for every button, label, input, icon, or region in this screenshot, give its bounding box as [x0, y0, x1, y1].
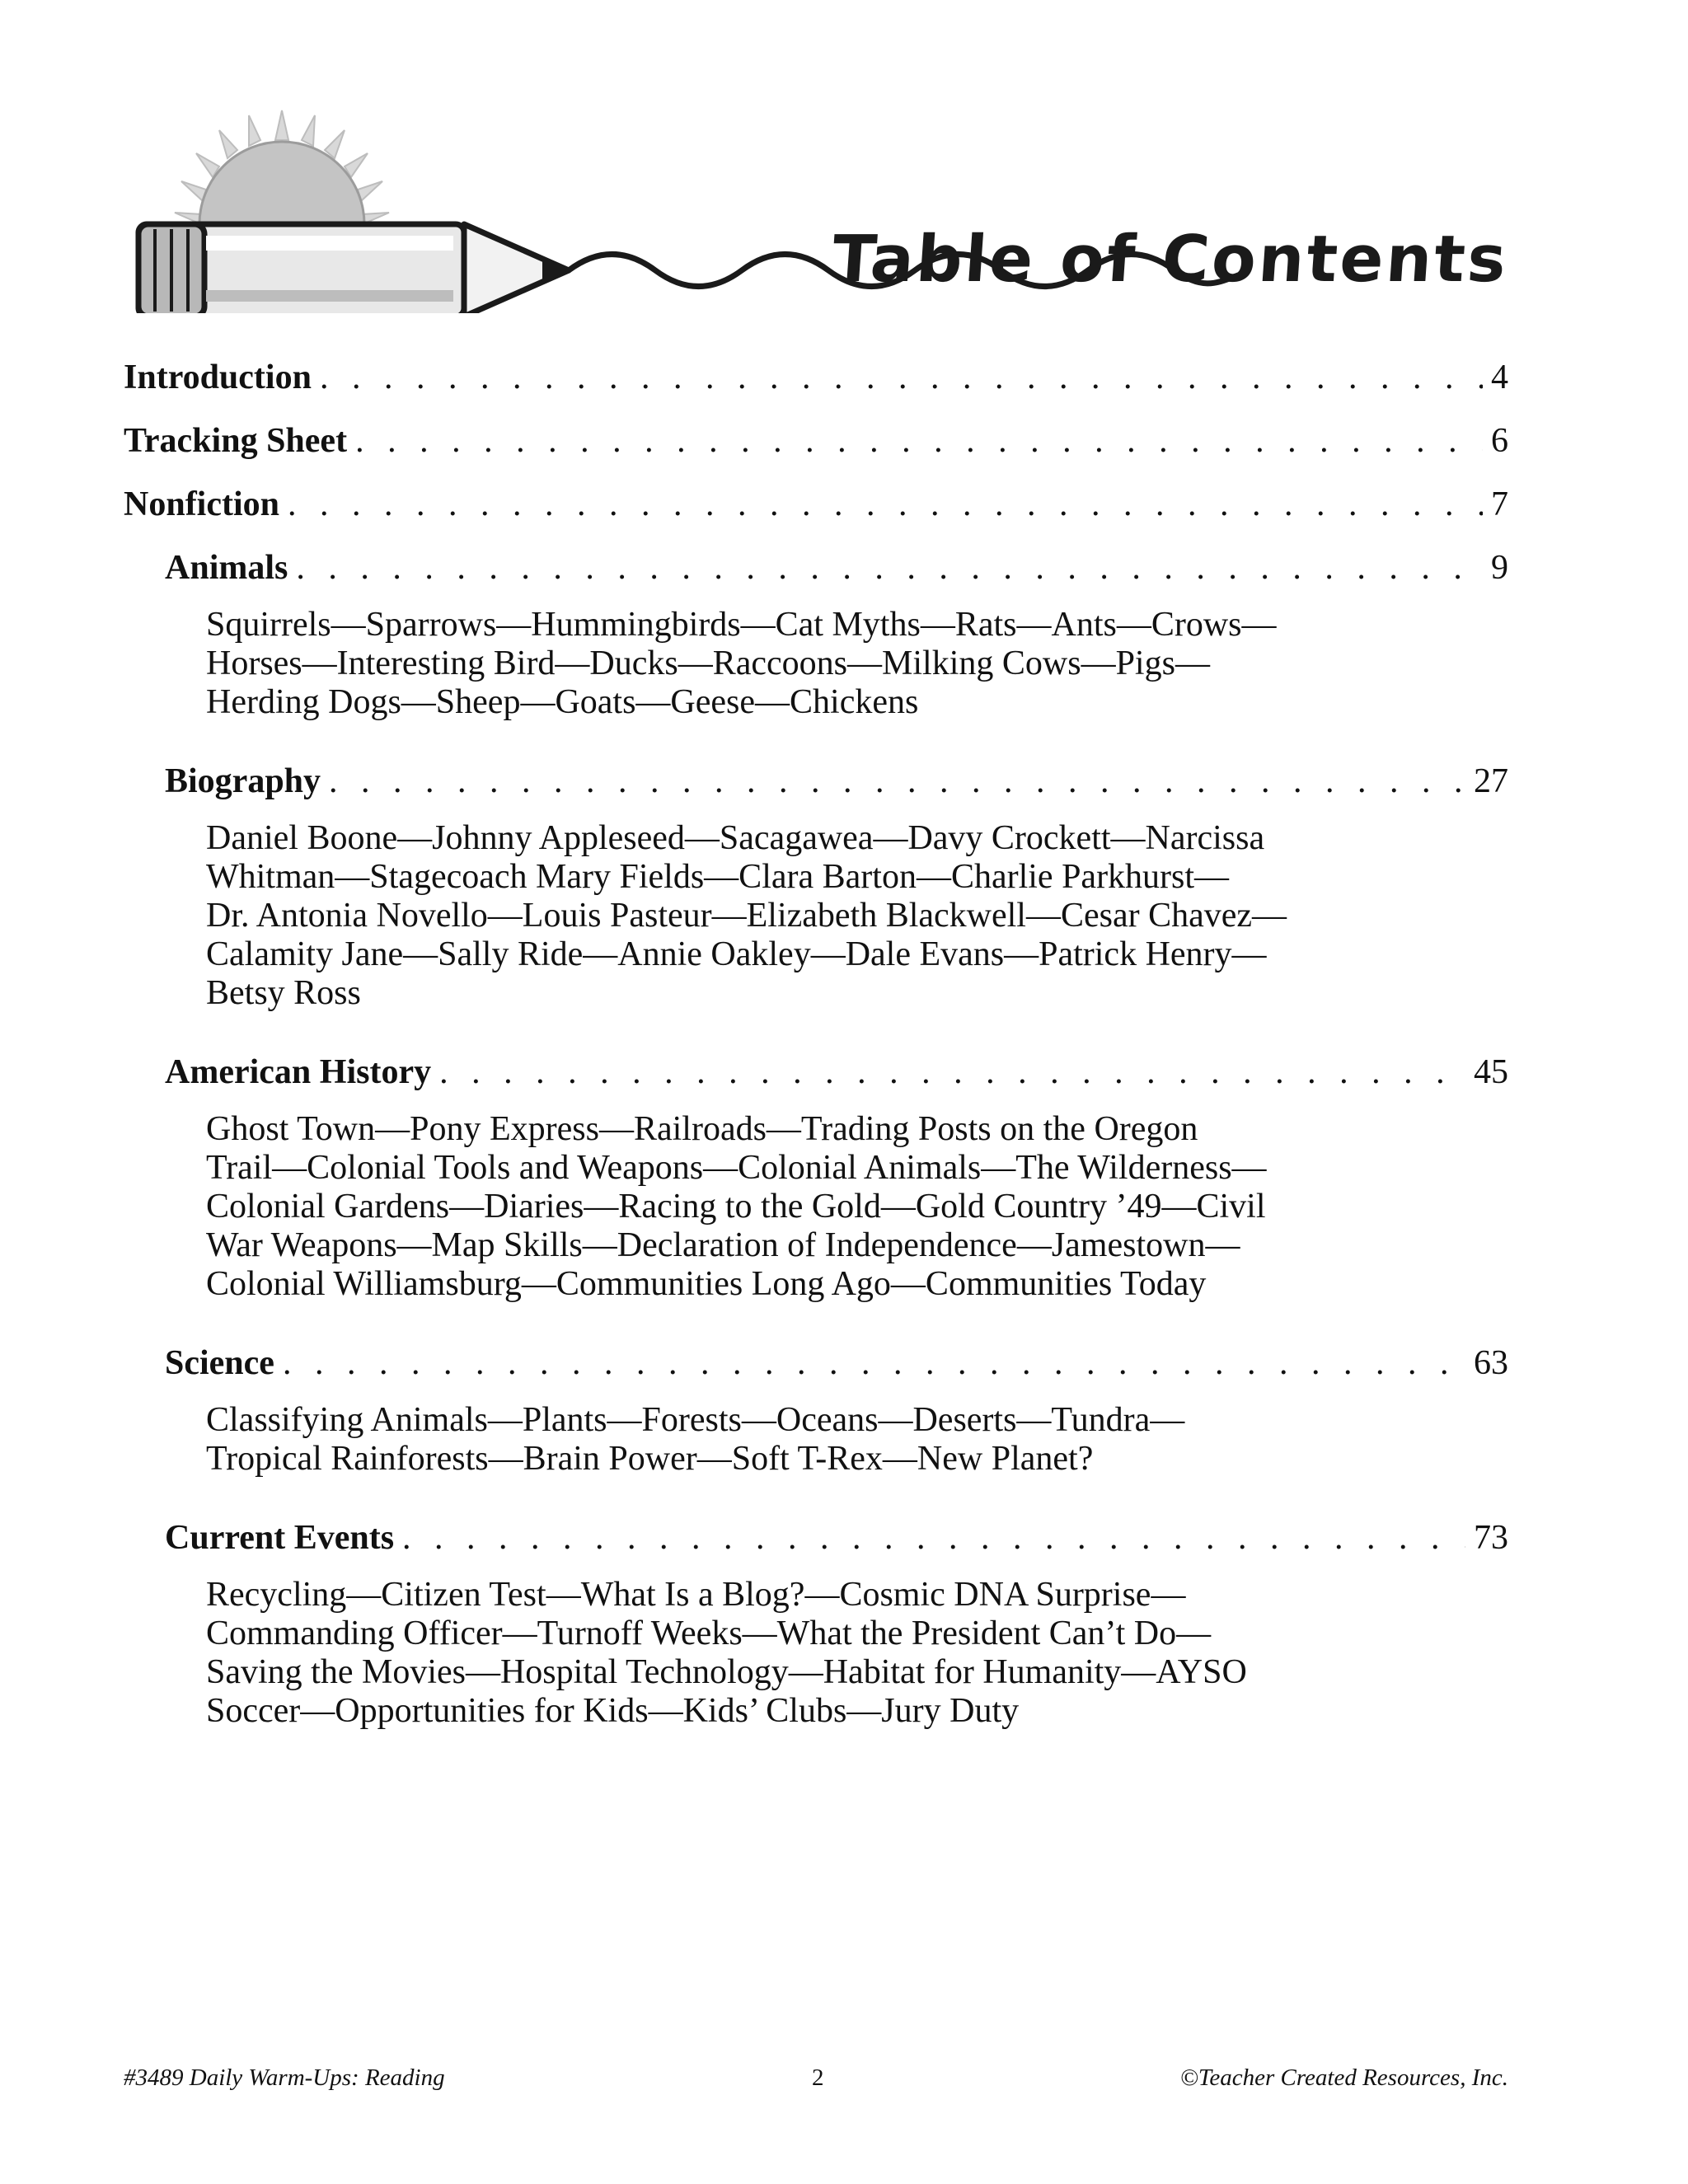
dot-leader	[320, 356, 1483, 399]
topic-line: Tropical Rainforests—Brain Power—Soft T-Rex—New Planet?	[206, 1440, 1094, 1478]
toc-page-number: 73	[1474, 1519, 1508, 1557]
page-number: 2	[812, 2064, 824, 2091]
topic-line: Ghost Town—Pony Express—Railroads—Trading Posts on the Oregon	[206, 1110, 1198, 1148]
topic-line: Recycling—Citizen Test—What Is a Blog?—Cosmic DNA Surprise—	[206, 1576, 1186, 1614]
toc-entry-science[interactable]	[165, 1342, 1508, 1385]
topic-line: Saving the Movies—Hospital Technology—Habitat for Humanity—AYSO	[206, 1653, 1247, 1691]
topic-line: Dr. Antonia Novello—Louis Pasteur—Elizabeth Blackwell—Cesar Chavez—	[206, 897, 1287, 935]
toc-page-number: 6	[1491, 422, 1508, 460]
toc-section-american-history	[165, 1051, 1508, 1304]
table-of-contents	[124, 356, 1508, 1731]
topic-line: War Weapons—Map Skills—Declaration of Independence—Jamestown—	[206, 1226, 1240, 1264]
toc-entry-label: Science	[165, 1344, 274, 1382]
dot-leader	[288, 483, 1483, 526]
toc-section-biography	[165, 760, 1508, 1013]
topic-line: Betsy Ross	[206, 974, 361, 1012]
section-topics	[206, 819, 1442, 1013]
toc-entry-animals[interactable]	[165, 546, 1508, 589]
topic-line: Calamity Jane—Sally Ride—Annie Oakley—Dale Evans—Patrick Henry—	[206, 935, 1267, 973]
toc-entry-label: Tracking Sheet	[124, 422, 348, 460]
topic-line: Colonial Gardens—Diaries—Racing to the Gold—Gold Country ’49—Civil	[206, 1188, 1266, 1226]
section-topics	[206, 1401, 1442, 1479]
page-title: Table of Contents	[829, 223, 1512, 297]
toc-entry-introduction[interactable]	[124, 356, 1508, 399]
section-topics	[206, 1110, 1442, 1304]
toc-entry-label: Animals	[165, 549, 288, 587]
topic-line: Horses—Interesting Bird—Ducks—Raccoons—Milking Cows—Pigs—	[206, 644, 1210, 682]
toc-entry-current-events[interactable]	[165, 1516, 1508, 1559]
toc-entry-label: Biography	[165, 762, 321, 800]
book-title: #3489 Daily Warm-Ups: Reading	[124, 2064, 445, 2091]
copyright-notice: ©Teacher Created Resources, Inc.	[1179, 2064, 1508, 2091]
dot-leader	[283, 1342, 1465, 1385]
topic-line: Herding Dogs—Sheep—Goats—Geese—Chickens	[206, 683, 919, 721]
toc-entry-tracking-sheet[interactable]	[124, 419, 1508, 462]
topic-line: Soccer—Opportunities for Kids—Kids’ Clubs—Jury Duty	[206, 1692, 1020, 1730]
toc-section-science	[165, 1342, 1508, 1479]
dot-leader	[402, 1516, 1465, 1559]
dot-leader	[296, 546, 1483, 589]
toc-entry-nonfiction[interactable]	[124, 483, 1508, 526]
section-topics	[206, 606, 1442, 722]
dot-leader	[439, 1051, 1465, 1094]
page-header	[124, 99, 1512, 313]
toc-entry-american-history[interactable]	[165, 1051, 1508, 1094]
toc-page-number: 45	[1474, 1053, 1508, 1091]
topic-line: Squirrels—Sparrows—Hummingbirds—Cat Myths—Rats—Ants—Crows—	[206, 606, 1277, 644]
dot-leader	[329, 760, 1465, 803]
section-topics	[206, 1576, 1442, 1731]
topic-line: Classifying Animals—Plants—Forests—Oceans—Deserts—Tundra—	[206, 1401, 1185, 1439]
topic-line: Daniel Boone—Johnny Appleseed—Sacagawea—Davy Crockett—Narcissa	[206, 819, 1265, 857]
toc-entry-label: Introduction	[124, 359, 312, 396]
toc-page-number: 63	[1474, 1344, 1508, 1382]
sun-icon	[175, 110, 389, 224]
toc-section-animals	[165, 546, 1508, 722]
topic-line: Colonial Williamsburg—Communities Long Ago—Communities Today	[206, 1265, 1207, 1303]
toc-section-current-events	[165, 1516, 1508, 1731]
page-footer	[124, 2064, 1508, 2097]
toc-page-number: 27	[1474, 762, 1508, 800]
toc-page-number: 7	[1491, 485, 1508, 523]
toc-entry-biography[interactable]	[165, 760, 1508, 803]
toc-entry-label: Nonfiction	[124, 485, 279, 523]
toc-entry-label: American History	[165, 1053, 432, 1091]
topic-line: Commanding Officer—Turnoff Weeks—What the President Can’t Do—	[206, 1615, 1212, 1652]
dot-leader	[355, 419, 1483, 462]
toc-page-number: 4	[1491, 359, 1508, 396]
topic-line: Trail—Colonial Tools and Weapons—Colonial Animals—The Wilderness—	[206, 1149, 1267, 1187]
topic-line: Whitman—Stagecoach Mary Fields—Clara Barton—Charlie Parkhurst—	[206, 858, 1230, 896]
toc-entry-label: Current Events	[165, 1519, 395, 1557]
toc-page-number: 9	[1491, 549, 1508, 587]
